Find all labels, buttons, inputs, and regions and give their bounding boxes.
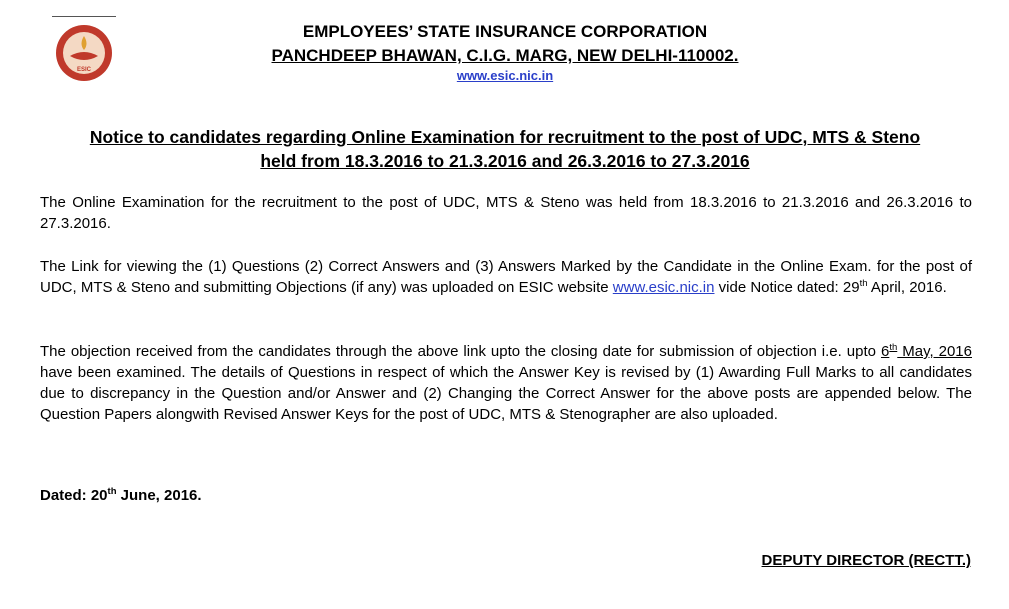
dated-label: Dated: 20 xyxy=(40,487,108,504)
esic-emblem-icon xyxy=(52,20,116,82)
esic-website-link[interactable]: www.esic.nic.in xyxy=(612,279,715,296)
closing-date-rest: May, 2016 xyxy=(897,343,972,360)
website-link[interactable]: www.esic.nic.in xyxy=(456,68,554,83)
emblem-text: ESIC xyxy=(76,67,92,73)
notice-title-line2: held from 18.3.2016 to 21.3.2016 and 26.3.2016 to 27.3.2016 xyxy=(260,151,750,171)
signatory: DEPUTY DIRECTOR (RECTT.) xyxy=(761,552,971,569)
paragraph-answer-link xyxy=(40,256,972,298)
dated-sup: th xyxy=(107,486,117,497)
paragraph-objections xyxy=(40,341,972,425)
dated-line xyxy=(40,487,202,504)
para3-text: The objection received from the candidates through the above link upto the closing date for submission of objection i.e. upto xyxy=(40,343,881,360)
org-name: EMPLOYEES’ STATE INSURANCE CORPORATION xyxy=(302,22,708,41)
paragraph-exam-dates: The Online Examination for the recruitment to the post of UDC, MTS & Steno was held from 18.3.2016 to 21.3.2016 and 26.3.2016 to 27.3.2016. xyxy=(40,194,972,232)
para3-text-after-date: have been examined. The details of Questions in respect of which the Answer Key is revised by (1) Awarding Full Marks to all candidates due to discrepancy in the Question and/or Answer and (2) Changing the Correct Answer for the above posts are appended below. The Question Papers alongwith Revised Answer Keys for the post of UDC, MTS & Stenographer are also uploaded. xyxy=(40,364,972,423)
para2-date-sup: th xyxy=(859,278,868,289)
para2-text-after-link: vide Notice dated: 29 xyxy=(714,279,860,296)
logo-top-rule xyxy=(52,16,116,17)
closing-date-day: 6 xyxy=(880,343,890,360)
closing-date-sup: th xyxy=(889,342,898,353)
notice-title-line1: Notice to candidates regarding Online Examination for recruitment to the post of UDC, MTS & Steno xyxy=(89,127,921,147)
org-address: PANCHDEEP BHAWAN, C.I.G. MARG, NEW DELHI-110002. xyxy=(271,46,739,65)
dated-rest: June, 2016. xyxy=(116,487,202,504)
para2-text: The Link for viewing the (1) Questions (2) Correct Answers and (3) Answers Marked by the Candidate in the Online Exam. for the post of UDC, MTS & Steno and submitting Objections (if any) was uploaded on ESIC website xyxy=(40,258,972,296)
para2-tail: April, 2016. xyxy=(867,279,947,296)
